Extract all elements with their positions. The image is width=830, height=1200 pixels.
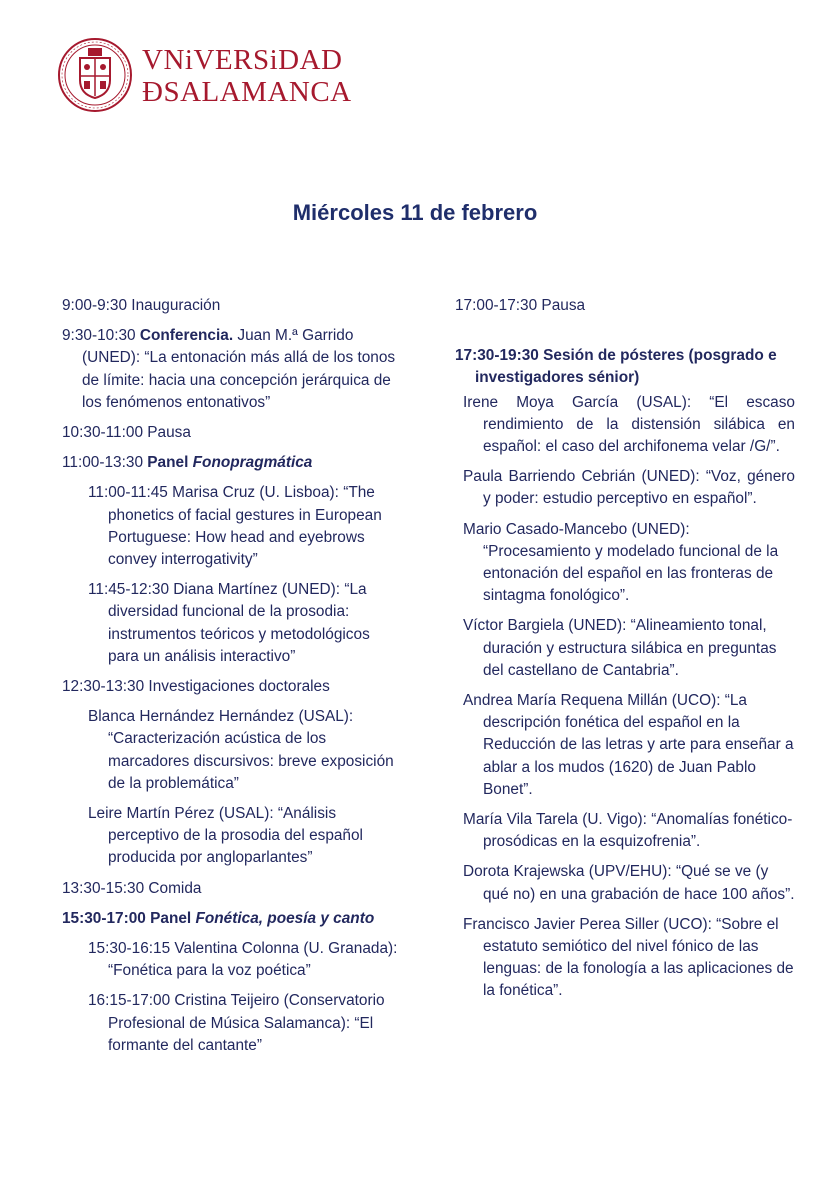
program-item-posteres	[455, 345, 795, 389]
program-item-conferencia	[62, 325, 402, 414]
program-item-pausa: 10:30-11:00 Pausa	[62, 424, 191, 442]
poster-item: Víctor Bargiela (UNED): “Alineamiento tonal, duración y estructura silábica en preguntas del castellano de Cantabria”.	[463, 617, 777, 679]
panel2-talk-1: 15:30-16:15 Valentina Colonna (U. Granada): “Fonética para la voz poética”	[88, 940, 398, 980]
program-item-inauguracion: 9:00-9:30 Inauguración	[62, 297, 221, 314]
panel2-talk-2: 16:15-17:00 Cristina Teijeiro (Conservatorio Profesional de Música Salamanca): “El formante del cantante”	[88, 992, 385, 1054]
program-item-panel-fonetica	[62, 908, 402, 930]
poster-item: Paula Barriendo Cebrián (UNED): “Voz, género y poder: estudio perceptivo en español”.	[463, 468, 795, 508]
university-logo	[56, 36, 352, 114]
program-item-pausa-2: 17:00-17:30 Pausa	[455, 297, 586, 314]
poster-item: Mario Casado-Mancebo (UNED): “Procesamiento y modelado funcional de la entonación del español en las fronteras de sintagma fonológico”.	[463, 520, 779, 605]
doctoral-talk-2: Leire Martín Pérez (USAL): “Análisis perceptivo de la prosodia del español producida por angloparlantes”	[88, 805, 363, 867]
panel1-talk-1: 11:00-11:45 Marisa Cruz (U. Lisboa): “The phonetics of facial gestures in European Portuguese: How head and eyebrows convey interrogativity”	[88, 484, 382, 569]
logo-line-1: VNiVERSiDAD	[142, 44, 343, 76]
panel1-time: 11:00-13:30	[62, 454, 148, 472]
poster-item: Irene Moya García (USAL): “El escaso rendimiento de la distensión silábica en español: el caso del archifonema velar /G/”.	[463, 393, 795, 456]
poster-item: Andrea María Requena Millán (UCO): “La descripción fonética del español en la Reducción de las letras y arte para enseñar a ablar a los mudos (1620) de Juan Pablo Bonet”.	[463, 692, 794, 798]
panel2-time: 15:30-17:00 Panel	[62, 909, 196, 927]
university-wordmark	[142, 44, 352, 108]
program-item-comida: 13:30-15:30 Comida	[62, 879, 202, 897]
posters-time: 17:30-19:30	[455, 347, 544, 365]
university-seal-icon	[56, 36, 134, 114]
poster-item: Dorota Krajewska (UPV/EHU): “Qué se ve (y qué no) en una grabación de hace 100 años”.	[463, 863, 795, 903]
doctoral-talk-1: Blanca Hernández Hernández (USAL): “Caracterización acústica de los marcadores discursivos: breve exposición de la problemática”	[88, 708, 394, 792]
panel2-name: Fonética, poesía y canto	[195, 909, 375, 927]
posters-label: Sesión de pósteres (posgrado e investigadores sénior)	[475, 347, 777, 387]
conf-label: Conferencia.	[139, 327, 234, 345]
page-title: Miércoles 11 de febrero	[292, 200, 538, 225]
program-item-doctorales: 12:30-13:30 Investigaciones doctorales	[62, 678, 330, 696]
panel1-name: Fonopragmática	[192, 454, 313, 472]
right-column	[455, 295, 795, 1011]
conf-time: 9:30-10:30	[62, 327, 140, 345]
program-item-panel-fonopragmatica	[62, 452, 402, 474]
poster-item: Francisco Javier Perea Siller (UCO): “Sobre el estatuto semiótico del nivel fónico de las lenguas: de la fonología a las aplicaciones de la fonética”.	[463, 915, 794, 1000]
panel1-talk-2: 11:45-12:30 Diana Martínez (UNED): “La diversidad funcional de la prosodia: instrumentos teóricos y metodológicos para un análisis interactivo”	[88, 581, 370, 665]
conf-text: Juan M.ª Garrido (UNED): “La entonación más allá de los tonos de límite: hacia una concepción jerárquica de los fenómenos entonativos”	[82, 327, 396, 411]
poster-item: María Vila Tarela (U. Vigo): “Anomalías fonético-prosódicas en la esquizofrenia”.	[463, 811, 793, 851]
panel1-label: Panel	[147, 454, 193, 472]
left-column	[62, 295, 402, 1065]
logo-line-2: ÐSALAMANCA	[142, 76, 352, 108]
